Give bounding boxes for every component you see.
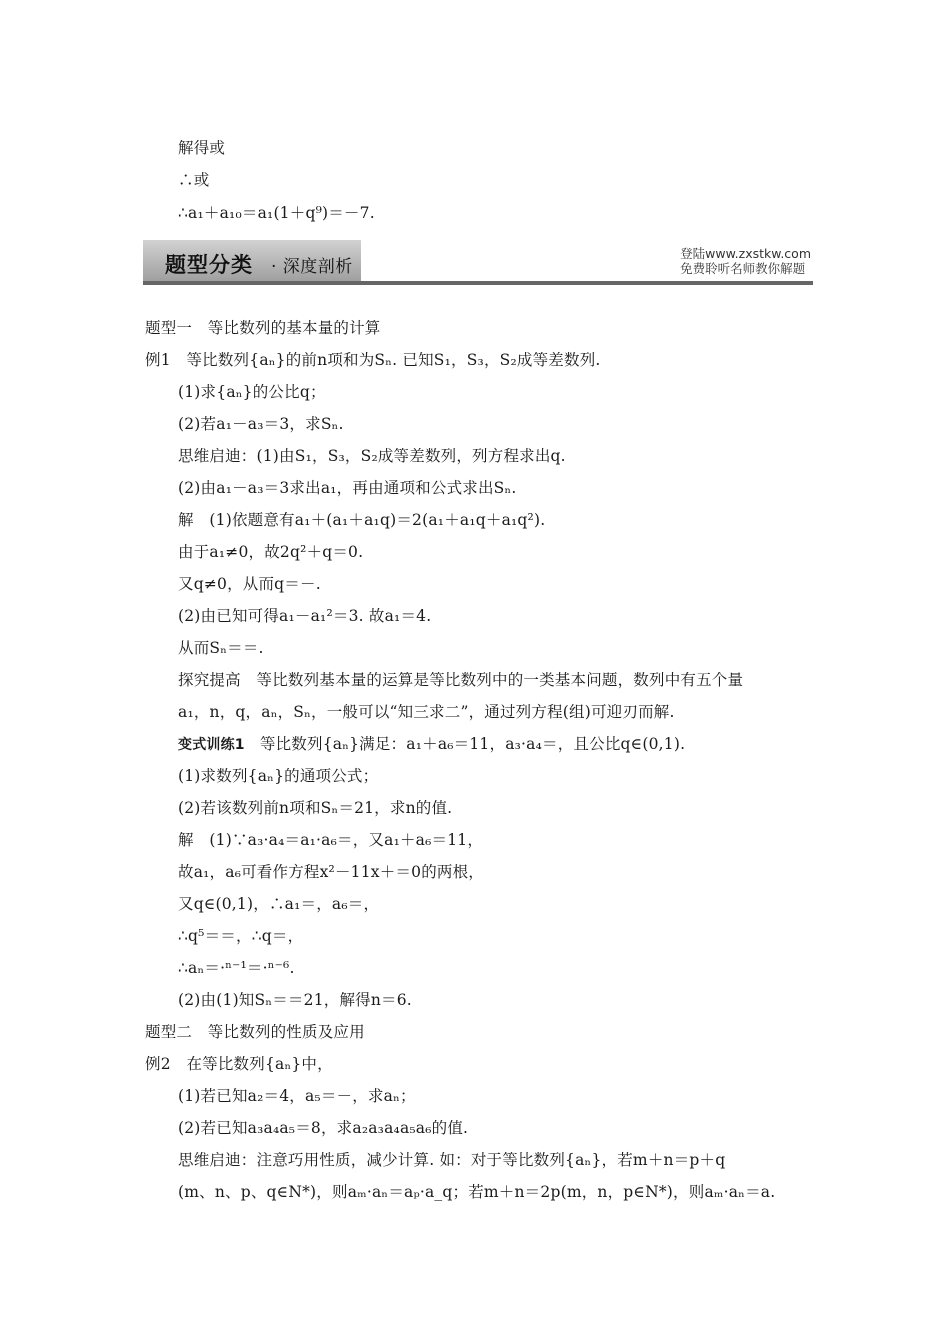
text-line: ∴aₙ＝·ⁿ⁻¹＝·ⁿ⁻⁶. [178,959,295,977]
site-line: 登陆www.zxstkw.com [680,246,811,261]
text-line: ∴a₁＋a₁₀＝a₁(1＋q⁹)＝－7. [178,204,375,222]
example-title: 例1 等比数列{aₙ}的前n项和为Sₙ. 已知S₁，S₃，S₂成等差数列. [145,351,601,369]
text-line: (m、n、p、q∈N*)，则aₘ·aₙ＝aₚ·a_q；若m＋n＝2p(m，n，p∈N*)，则aₘ·aₙ＝a. [178,1183,776,1201]
text-line: 故a₁，a₆可看作方程x²－11x＋＝0的两根， [178,863,484,881]
text-line: ∴或 [178,171,210,189]
text-line: 解 (1)∵a₃·a₄＝a₁·a₆＝，又a₁＋a₆＝11， [178,831,484,849]
site-watermark [680,246,811,276]
text-line: (1)求数列{aₙ}的通项公式； [178,767,379,785]
section-heading: 题型二 等比数列的性质及应用 [145,1023,365,1041]
text-line: (1)求{aₙ}的公比q； [178,383,326,401]
banner-title: 题型分类 [165,253,253,277]
text-line: 思维启迪：(1)由S₁，S₃，S₂成等差数列，列方程求出q. [178,447,566,465]
variant-line [178,734,685,755]
text-line: (2)由(1)知Sₙ＝＝21，解得n＝6. [178,991,412,1009]
section-heading: 题型一 等比数列的基本量的计算 [145,319,381,337]
example-title: 例2 在等比数列{aₙ}中， [145,1055,333,1073]
banner-rule [143,281,813,285]
variant-tag: 变式训练1 [178,737,245,753]
text-line: (2)由已知可得a₁－a₁²＝3. 故a₁＝4. [178,607,432,625]
banner-subtitle: · 深度剖析 [271,257,353,277]
section-banner [143,240,813,286]
site-line: 免费聆听名师教你解题 [680,261,806,276]
text-line: (2)若该数列前n项和Sₙ＝21，求n的值. [178,799,453,817]
text-line: 又q∈(0,1)，∴a₁＝，a₆＝， [178,895,380,913]
text-line: 从而Sₙ＝＝. [178,639,264,657]
text-line: ∴q⁵＝＝，∴q＝， [178,927,304,945]
text-line: 思维启迪：注意巧用性质，减少计算. 如：对于等比数列{aₙ}，若m＋n＝p＋q [178,1151,726,1169]
text-line: 解 (1)依题意有a₁＋(a₁＋a₁q)＝2(a₁＋a₁q＋a₁q²). [178,511,546,529]
text-line: 探究提高 等比数列基本量的运算是等比数列中的一类基本问题，数列中有五个量 [178,671,744,689]
text-line: (2)若a₁－a₃＝3，求Sₙ. [178,415,344,433]
text-line: (2)若已知a₃a₄a₅＝8，求a₂a₃a₄a₅a₆的值. [178,1119,469,1137]
variant-text: 等比数列{aₙ}满足：a₁＋a₆＝11，a₃·a₄＝，且公比q∈(0,1). [259,735,686,753]
text-line: (1)若已知a₂＝4，a₅＝－，求aₙ； [178,1087,416,1105]
text-line: a₁，n，q，aₙ，Sₙ，一般可以“知三求二”，通过列方程(组)可迎刃而解. [178,703,675,721]
text-line: 又q≠0，从而q＝－. [178,575,321,593]
text-line: (2)由a₁－a₃＝3求出a₁，再由通项和公式求出Sₙ. [178,479,517,497]
text-line: 由于a₁≠0，故2q²＋q＝0. [178,543,364,561]
text-line: 解得或 [178,139,226,157]
